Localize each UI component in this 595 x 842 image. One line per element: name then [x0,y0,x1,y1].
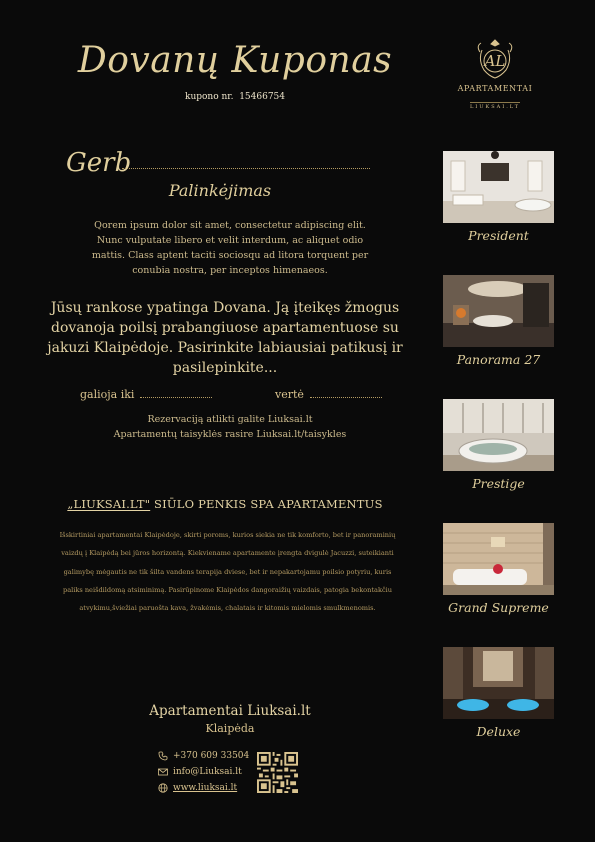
apartment-photo-panorama-27 [443,275,554,347]
coupon-number-line [0,92,470,102]
apartment-label-president: President [468,228,529,243]
gift-message: Jūsų rankose ypatinga Dovana. Ją įteikęs žmogus dovanoja poilsį prabangiuose apartamentuose su jakuzi Klaipėdoje. Pasirinkite labiausiai patikusį ir pasilepinkite... [47,300,403,376]
globe-icon [158,783,168,793]
company-city: Klaipėda [205,722,255,735]
offer-heading [40,497,410,511]
validity-row [80,388,400,401]
logo-name: APARTAMENTAI [457,84,533,93]
apartment-label-panorama-27: Panorama 27 [456,352,541,367]
wishes-text: Qorem ipsum dolor sit amet, consectetur adipiscing elit. Nunc vulputate libero et velit interdum, ac aliquet odio mattis. Class aptent taciti sociosqu ad litora torquent per conubia nostra, per inceptos himenaeos. [91,220,369,276]
contact-list [158,748,249,796]
reservation-info [60,412,400,442]
contact-website[interactable] [158,780,249,796]
reservation-line-2: Apartamentų taisyklės rasire Liuksai.lt/taisykles [113,429,347,440]
reservation-line-1: Rezervaciją atlikti galite Liuksai.lt [147,414,313,425]
offer-heading-text: SIŪLO PENKIS SPA APARTAMENTUS [150,497,383,511]
coupon-number-label: kupono nr. [184,92,234,102]
apartment-label-grand-supreme: Grand Supreme [448,600,549,615]
apartment-photo-president [443,151,554,223]
crest-monogram-icon [472,36,518,82]
valid-until-label: galioja iki [80,388,135,401]
wishes-heading: Palinkėjimas [168,181,272,200]
envelope-icon [158,767,168,777]
coupon-number-value: 15466754 [239,92,286,102]
svg-text:AL: AL [484,52,506,70]
salutation: Gerb [66,148,132,178]
offer-description: Išskirtiniai apartamentai Klaipėdoje, skirti poroms, kurios siekia ne tik komforto, bet ir panoraminių vaizdų į Klaipėdą bei jūros horizontą. Kiekviename apartamente įrengta dvigulė Jacuzzi, suteikianti galimybę mėgautis ne tik šilta vandens terapija dviese, bet ir nepakartojamu poilsio potyriu, kuris paliks neišdildomą atsiminimą. Pasirūpinome Klaipėdos dangoraižių vaizdais, patogia bekontakčiu atvykimu,šviežiai paruošta kava, žvakėmis, chalatais ir kitomis mielomis smulkmenomis. [59,531,396,613]
website-link[interactable]: www.liuksai.lt [173,783,238,793]
company-name: Apartamentai Liuksai.lt [149,703,311,719]
qr-code-icon [257,752,298,793]
value-line [310,397,382,398]
valid-until-line [140,397,212,398]
apartment-label-deluxe: Deluxe [476,724,521,739]
phone-icon [158,751,168,761]
apartment-photo-deluxe [443,647,554,719]
offer-brand-link[interactable]: „LIUKSAI.LT" [67,497,151,511]
email-address: info@Liuksai.lt [173,767,242,777]
apartment-photo-prestige [443,399,554,471]
brand-logo [455,36,535,108]
contact-email[interactable] [158,764,249,780]
phone-number: +370 609 33504 [173,751,250,761]
recipient-name-line [122,168,370,169]
logo-subtitle: LIUKSAI.LT [469,104,521,110]
contact-phone[interactable] [158,748,249,764]
apartment-label-prestige: Prestige [472,476,525,491]
apartment-photo-grand-supreme [443,523,554,595]
coupon-title: Dovanų Kuponas [77,40,393,81]
value-label: vertė [275,388,304,401]
